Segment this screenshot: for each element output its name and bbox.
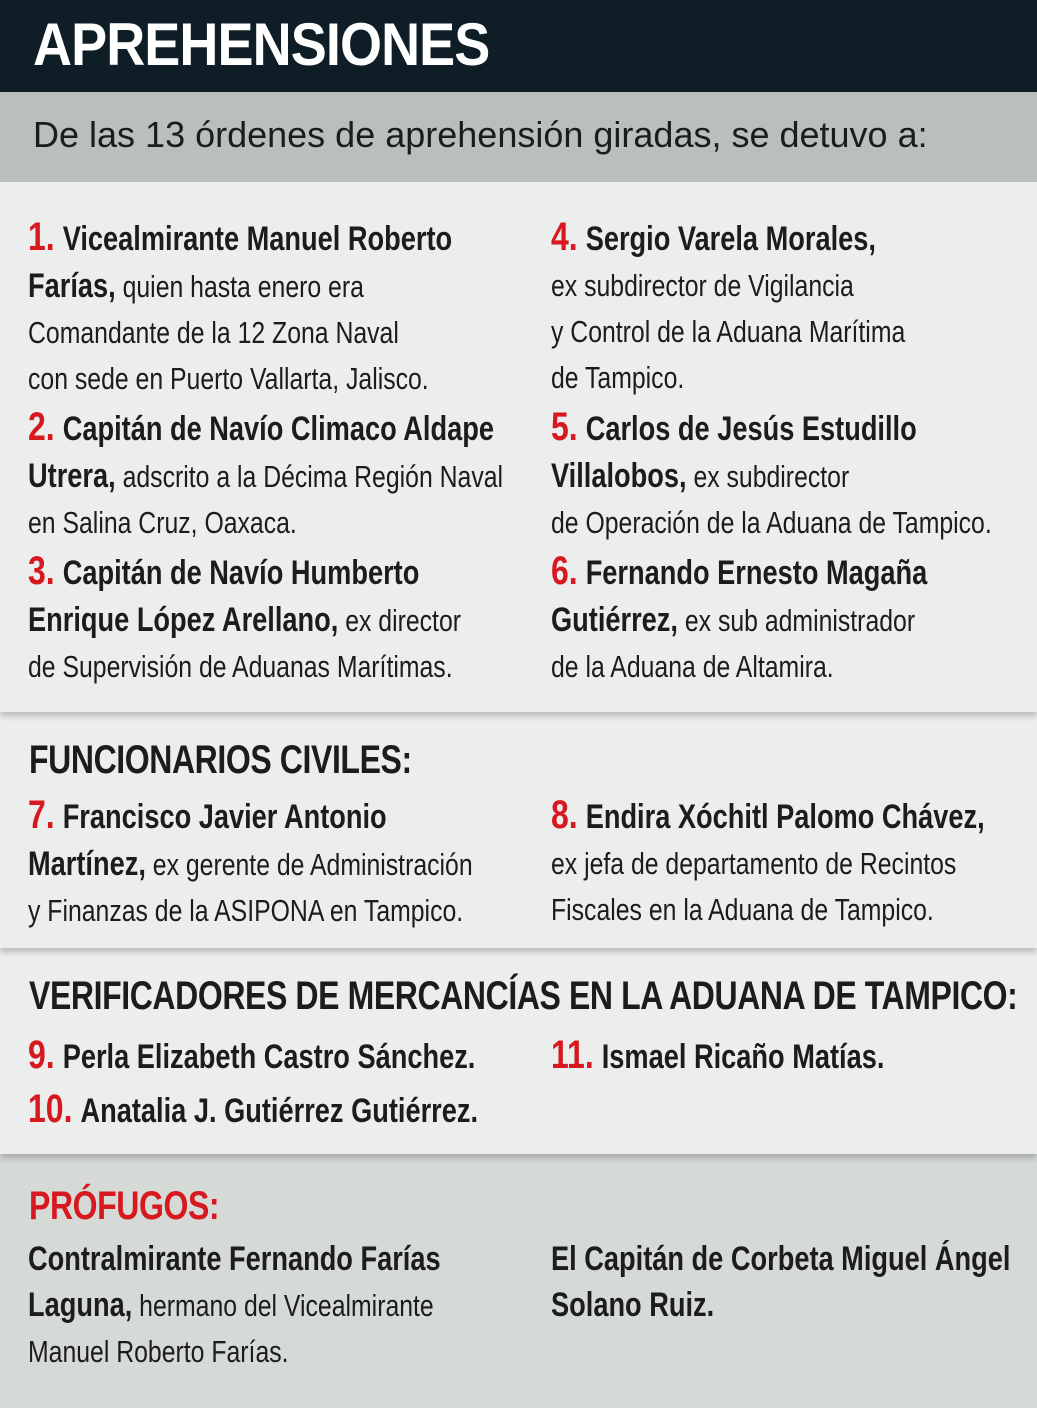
detainee-desc: en Salina Cruz, Oaxaca. [28, 505, 297, 540]
detainee-name: Sergio Varela Morales, [585, 220, 876, 258]
detainee-desc: adscrito a la Décima Región Naval [122, 459, 504, 494]
detainee-name: Capitán de Navío Climaco Aldape [62, 410, 494, 448]
detainee-name-cont: Farías, [28, 267, 116, 305]
detainee-1 [28, 214, 453, 402]
page-title: APREHENSIONES [33, 11, 490, 78]
detainee-name: Francisco Javier Antonio [62, 798, 387, 836]
item-number: 9. [28, 1033, 55, 1077]
detainee-6 [551, 548, 927, 690]
detainee-11 [551, 1032, 927, 1081]
item-number: 1. [28, 215, 55, 259]
item-number: 8. [551, 793, 578, 837]
fugitive-name: Contralmirante Fernando Farías [28, 1240, 441, 1278]
fugitive-desc: hermano del Vicealmirante [139, 1288, 434, 1323]
detainee-7 [28, 792, 473, 934]
detainee-name-cont: Gutiérrez, [551, 601, 678, 639]
detainee-desc: de la Aduana de Altamira. [551, 649, 834, 684]
detainee-name: Endira Xóchitl Palomo Chávez, [585, 798, 985, 836]
item-number: 4. [551, 215, 578, 259]
fugitive-2 [551, 1236, 1011, 1328]
detainee-name: Perla Elizabeth Castro Sánchez. [62, 1038, 476, 1076]
detained-navy-panel [0, 182, 1037, 712]
detainee-desc: ex gerente de Administración [152, 847, 473, 882]
header-bar [0, 0, 1037, 92]
detainee-name: Fernando Ernesto Magaña [585, 554, 928, 592]
detainee-desc: ex sub administrador [684, 603, 916, 638]
subheader-bar [0, 92, 1037, 182]
item-number: 5. [551, 405, 578, 449]
detainee-name-cont: Villalobos, [551, 457, 687, 495]
detainee-desc: ex subdirector de Vigilancia [551, 268, 854, 303]
detainee-name: Carlos de Jesús Estudillo [585, 410, 917, 448]
civil-officials-panel [0, 712, 1037, 948]
detainee-desc: ex subdirector [693, 459, 850, 494]
detainee-10 [28, 1086, 479, 1135]
detainee-2 [28, 404, 504, 546]
item-number: 3. [28, 549, 55, 593]
item-number: 6. [551, 549, 578, 593]
item-number: 10. [28, 1087, 73, 1131]
detainee-name-cont: Martínez, [28, 845, 146, 883]
item-number: 11. [551, 1033, 594, 1077]
fugitive-1 [28, 1236, 441, 1375]
detainee-name: Ismael Ricaño Matías. [601, 1038, 885, 1076]
inspectors-panel [0, 948, 1037, 1154]
detainee-desc: con sede en Puerto Vallarta, Jalisco. [28, 361, 429, 396]
detainee-desc: ex jefa de departamento de Recintos [551, 846, 957, 881]
detainee-desc: y Control de la Aduana Marítima [551, 314, 906, 349]
detainee-desc: ex director [345, 603, 462, 638]
fugitive-name-cont: Solano Ruiz. [551, 1286, 715, 1324]
fugitive-name: El Capitán de Corbeta Miguel Ángel [551, 1240, 1011, 1278]
detainee-desc: Fiscales en la Aduana de Tampico. [551, 892, 934, 927]
detainee-3 [28, 548, 462, 690]
detainee-name-cont: Enrique López Arellano, [28, 601, 339, 639]
item-number: 2. [28, 405, 55, 449]
fugitives-panel [0, 1154, 1037, 1408]
detainee-desc: de Supervisión de Aduanas Marítimas. [28, 649, 453, 684]
detainee-desc: quien hasta enero era [122, 269, 364, 304]
section-title-civiles: FUNCIONARIOS CIVILES: [29, 738, 412, 782]
section-title-profugos: PRÓFUGOS: [29, 1184, 220, 1228]
detainee-desc: de Operación de la Aduana de Tampico. [551, 505, 992, 540]
detainee-4 [551, 214, 927, 401]
detainee-name: Vicealmirante Manuel Roberto [62, 220, 453, 258]
detainee-desc: de Tampico. [551, 360, 685, 395]
fugitive-name-cont: Laguna, [28, 1286, 133, 1324]
detainee-name-cont: Utrera, [28, 457, 116, 495]
detainee-name: Capitán de Navío Humberto [62, 554, 420, 592]
detainee-name: Anatalia J. Gutiérrez Gutiérrez. [80, 1092, 479, 1130]
detainee-9 [28, 1032, 476, 1081]
section-title-verificadores: VERIFICADORES DE MERCANCÍAS EN LA ADUANA DE TAMPICO: [29, 974, 1018, 1018]
detainee-8 [551, 792, 985, 933]
detainee-5 [551, 404, 992, 546]
detainee-desc: y Finanzas de la ASIPONA en Tampico. [28, 893, 464, 928]
detainee-desc: Comandante de la 12 Zona Naval [28, 315, 399, 350]
fugitive-desc: Manuel Roberto Farías. [28, 1334, 289, 1369]
subheader-text: De las 13 órdenes de aprehensión giradas, se detuvo a: [33, 114, 928, 155]
item-number: 7. [28, 793, 55, 837]
